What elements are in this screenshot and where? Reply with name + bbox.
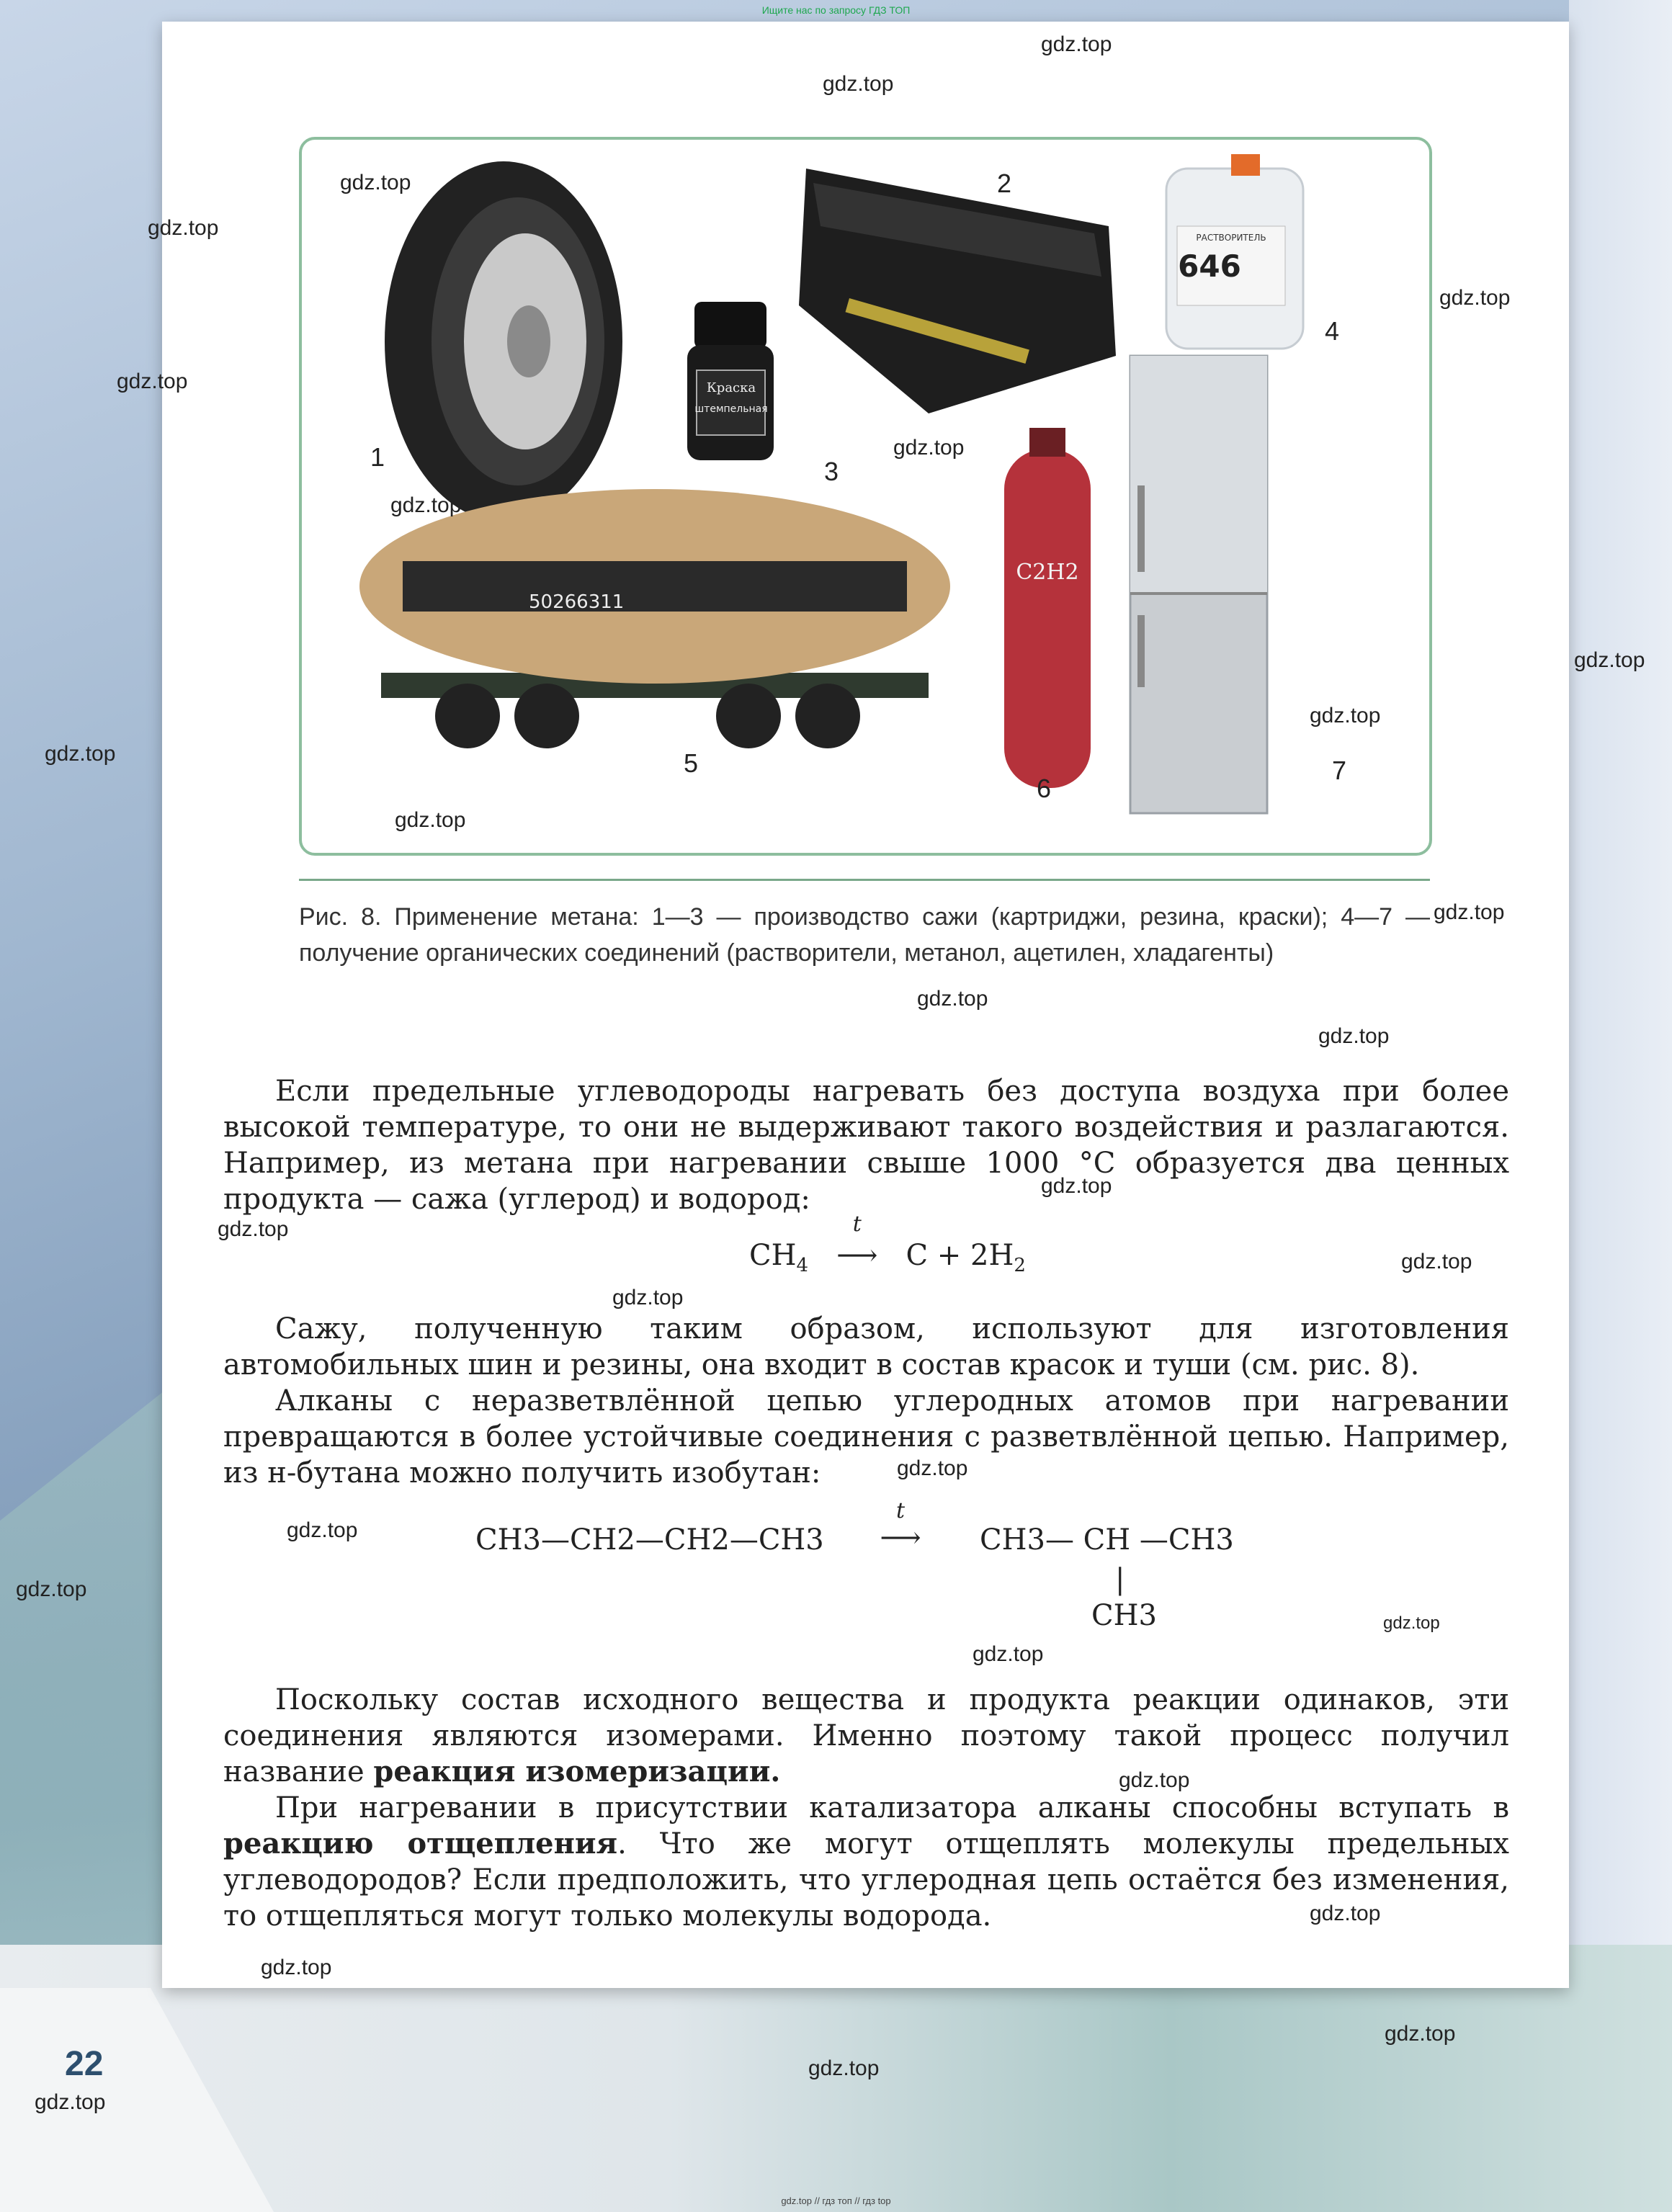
watermark: gdz.top	[117, 370, 188, 393]
svg-text:штемпельная: штемпельная	[694, 403, 768, 415]
watermark: gdz.top	[1434, 900, 1505, 924]
figure-label-1: 1	[370, 442, 385, 472]
equation-branch-bond: |	[1115, 1563, 1125, 1596]
tank-car-illustration	[359, 489, 950, 748]
top-note: Ищите нас по запросу ГДЗ ТОП	[761, 4, 911, 16]
watermark: gdz.top	[1383, 1613, 1440, 1633]
svg-text:50266311: 50266311	[529, 591, 625, 613]
figure-label-4: 4	[1325, 316, 1340, 346]
caption-rule	[299, 879, 1430, 881]
figure-label-5: 5	[684, 748, 699, 778]
watermark: gdz.top	[395, 808, 466, 832]
watermark: gdz.top	[1401, 1250, 1472, 1273]
watermark: gdz.top	[16, 1577, 87, 1601]
tire-illustration	[385, 161, 622, 521]
equation-isomerization-arrow: ⟶	[880, 1521, 921, 1554]
equation-isomerization-reactant: CH3—CH2—CH2—CH3	[475, 1523, 824, 1557]
equation-isomerization-branch: CH3	[1091, 1599, 1157, 1632]
gas-cylinder-illustration	[1004, 428, 1091, 788]
watermark: gdz.top	[893, 436, 965, 460]
equation-isomerization-product: CH3— CH —CH3	[980, 1523, 1234, 1557]
watermark: gdz.top	[1119, 1768, 1190, 1792]
refrigerator-illustration	[1130, 356, 1267, 813]
watermark: gdz.top	[148, 216, 219, 240]
watermark: gdz.top	[973, 1642, 1044, 1666]
equation-isomerization-condition: t	[895, 1498, 906, 1523]
svg-text:646: 646	[1178, 248, 1241, 284]
bottom-note: gdz.top // гдз топ // гдз top	[781, 2195, 891, 2206]
watermark: gdz.top	[1439, 286, 1511, 310]
watermark: gdz.top	[287, 1518, 358, 1542]
watermark: gdz.top	[897, 1456, 968, 1480]
page-number: 22	[65, 2045, 104, 2083]
figure-label-3: 3	[824, 457, 839, 486]
figure-label-6: 6	[1037, 774, 1052, 803]
figure-photos	[302, 140, 1429, 853]
watermark: gdz.top	[1041, 32, 1112, 56]
paragraph-3: Алканы с неразветвлённой цепью углеродных атомов при нагревании превращаются в более устойчивые соединения с разветвлённой цепью. Например, из н-бутана можно получить изобутан:	[223, 1384, 1509, 1490]
watermark: gdz.top	[1574, 648, 1645, 672]
svg-text:C2H2: C2H2	[1016, 560, 1079, 585]
watermark: gdz.top	[1385, 2022, 1456, 2046]
paragraph-5: При нагревании в присутствии катализатора алканы способны вступать в реакцию отщепления. Что же могут отщеплять молекулы предельных углеводородов? Если предположить, что углеродная цепь остаётся без изменения, то отщепляться могут только молекулы водорода.	[223, 1791, 1509, 1933]
figure-caption: Рис. 8. Применение метана: 1—3 — производство сажи (картриджи, резина, краски); 4—7 — получение органических соединений (растворители, метанол, ацетилен, хладагенты)	[299, 903, 1430, 967]
figure-label-7: 7	[1332, 756, 1347, 785]
watermark: gdz.top	[1310, 704, 1381, 727]
watermark: gdz.top	[340, 171, 411, 194]
watermark: gdz.top	[612, 1286, 684, 1309]
watermark: gdz.top	[1041, 1174, 1112, 1198]
watermark: gdz.top	[218, 1217, 289, 1241]
equation-methane-decomposition: $CH_4$ t ⟶ $C + 2H_2$	[749, 1212, 1026, 1276]
solvent-canister-illustration	[1166, 154, 1303, 349]
watermark: gdz.top	[1318, 1024, 1390, 1048]
watermark: gdz.top	[35, 2090, 106, 2114]
watermark: gdz.top	[261, 1956, 332, 1979]
figure-frame	[299, 137, 1432, 856]
page-edge	[1569, 0, 1672, 2212]
watermark: gdz.top	[808, 2056, 880, 2080]
paragraph-2: Сажу, полученную таким образом, используют для изготовления автомобильных шин и резины, она входит в состав красок и туши (см. рис. 8).	[223, 1312, 1509, 1382]
watermark: gdz.top	[823, 72, 894, 96]
paragraph-1: Если предельные углеводороды нагревать без доступа воздуха при более высокой температуре, то они не выдерживают такого воздействия и разлагаются. Например, из метана при нагревании свыше 1000 °С образуется два ценных продукта — сажа (углерод) и водород:	[223, 1075, 1509, 1216]
svg-text:РАСТВОРИТЕЛЬ: РАСТВОРИТЕЛЬ	[1196, 233, 1266, 243]
watermark: gdz.top	[1310, 1902, 1381, 1925]
cartridge-illustration	[799, 169, 1116, 413]
watermark: gdz.top	[390, 493, 462, 517]
svg-text:Краска: Краска	[706, 380, 756, 395]
paragraph-4: Поскольку состав исходного вещества и продукта реакции одинаков, эти соединения являются изомерами. Именно поэтому такой процесс получил название реакция изомеризации.	[223, 1683, 1509, 1788]
watermark: gdz.top	[917, 987, 988, 1011]
ink-bottle-illustration	[687, 302, 774, 460]
watermark: gdz.top	[45, 742, 116, 766]
figure-label-2: 2	[997, 169, 1012, 198]
